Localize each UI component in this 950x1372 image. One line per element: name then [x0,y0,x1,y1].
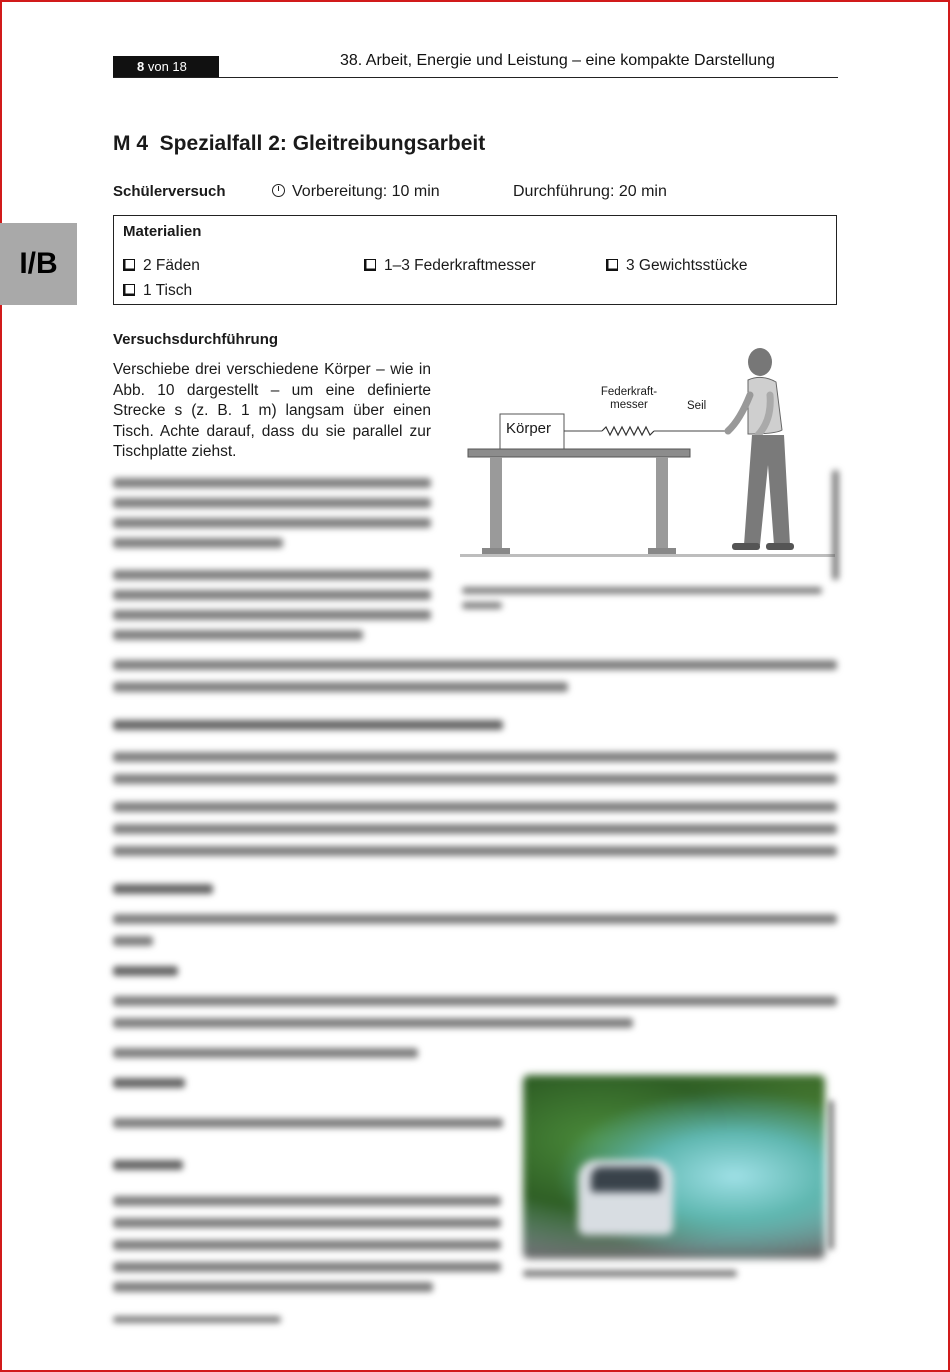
section-title: M 4 Spezialfall 2: Gleitreibungsarbeit [113,132,486,155]
procedure-text: Verschiebe drei verschiedene Körper – wie in Abb. 10 dargestellt – um eine definierte Strecke s (z. B. 1 m) langsam über einen Tisch. Achte darauf, dass du sie parallel zur Tischplatte ziehst. [113,361,431,460]
material-item: 3 Gewichtsstücke [606,257,747,275]
car-photo [523,1075,825,1259]
experiment-type: Schülerversuch [113,183,226,200]
material-item: 1 Tisch [123,282,192,300]
page-total: von 18 [147,59,187,74]
page-current: 8 [137,59,145,74]
spring-meter-label-1: Federkraft- [600,386,658,398]
running-header-title: 38. Arbeit, Energie und Leistung – eine kompakte Darstellung [340,52,775,69]
spring-meter-label-2: messer [610,399,648,411]
duration-time: Durchführung: 20 min [513,183,667,200]
side-tab: I/B [0,223,77,305]
prep-time-text: Vorbereitung: 10 min [292,183,440,200]
rope-label: Seil [687,400,707,412]
material-item: 2 Fäden [123,257,200,275]
procedure-heading: Versuchsdurchführung [113,331,279,348]
materials-heading: Materialien [123,223,202,240]
body-label: Körper [506,420,552,437]
material-item: 1–3 Federkraftmesser [364,257,536,275]
